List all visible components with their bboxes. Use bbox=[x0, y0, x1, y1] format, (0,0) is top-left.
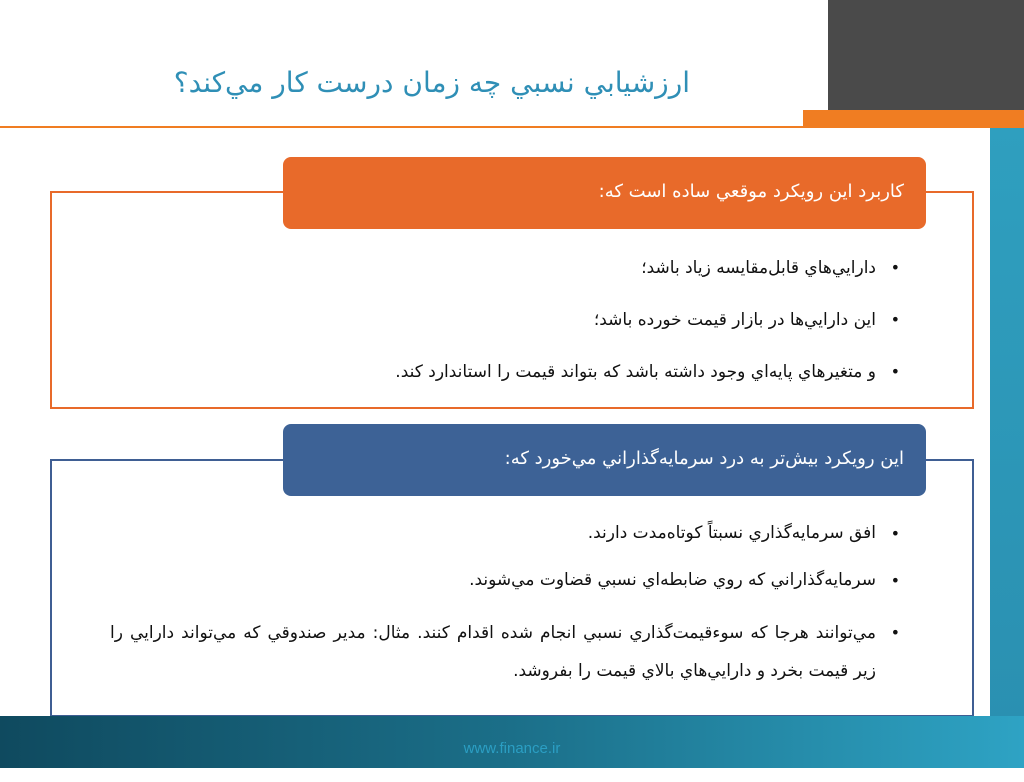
list-item: • سرمايه‌گذاراني كه روي ضابطه‌اي نسبي قضاوت مي‌شوند. bbox=[110, 567, 906, 594]
footer-url[interactable]: www.finance.ir bbox=[463, 740, 561, 757]
bullet-icon: • bbox=[890, 571, 900, 590]
bullet-icon: • bbox=[890, 623, 900, 642]
bullet-icon: • bbox=[890, 362, 900, 381]
section1-list bbox=[110, 254, 906, 410]
list-item: • مي‌توانند هرجا كه سوءقيمت‌گذاري نسبي انجام شده اقدام كنند. مثال: مدير صندوقي كه مي‌تواند دارايي را زير قيمت بخرد و دارايي‌هاي بالاي قيمت را بفروشد. bbox=[110, 614, 906, 690]
list-item: • دارايي‌هاي قابل‌مقايسه زياد باشد؛ bbox=[110, 254, 906, 282]
slide-title: ارزشيابي نسبي چه زمان درست كار مي‌كند؟ bbox=[173, 66, 690, 99]
section1-header: كاربرد اين رويكرد موقعي ساده است كه: bbox=[283, 157, 926, 229]
bullet-icon: • bbox=[890, 524, 900, 543]
list-item: • و متغيرهاي پايه‌اي وجود داشته باشد كه بتواند قيمت را استاندارد كند. bbox=[110, 358, 906, 386]
orange-accent-tab bbox=[803, 110, 1024, 128]
section2-header: اين رويكرد بيش‌تر به درد سرمايه‌گذاراني مي‌خورد كه: bbox=[283, 424, 926, 496]
title-underline bbox=[0, 126, 803, 128]
right-accent-band bbox=[990, 128, 1024, 768]
section2-list bbox=[110, 520, 906, 710]
list-item: • اين دارايي‌ها در بازار قيمت خورده باشد؛ bbox=[110, 306, 906, 334]
bullet-icon: • bbox=[890, 258, 900, 277]
bullet-icon: • bbox=[890, 310, 900, 329]
corner-decoration bbox=[828, 0, 1024, 110]
list-item: • افق سرمايه‌گذاري نسبتاً كوتاه‌مدت دارند. bbox=[110, 520, 906, 547]
